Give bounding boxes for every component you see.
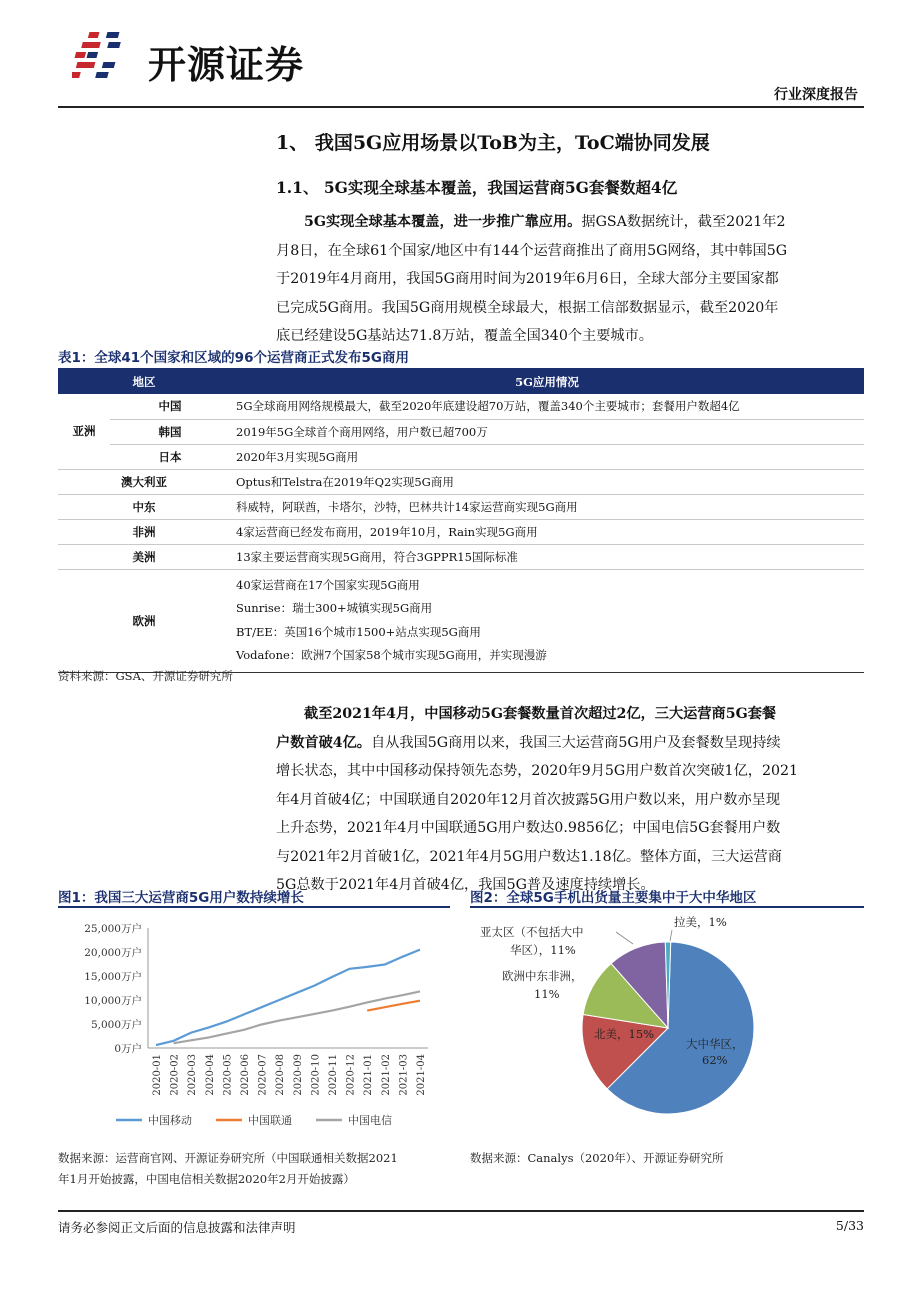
table-row <box>58 419 864 444</box>
pie-label: 北美，15% <box>594 1027 655 1041</box>
info-cell: 5G全球商用网络规模最大，截至2020年底建设超70万站，覆盖340个主要城市；套餐用户数超4亿 <box>230 394 864 419</box>
y-tick-label: 0万户 <box>114 1043 142 1055</box>
x-tick-label: 2021-03 <box>398 1054 410 1096</box>
pie-label: 华区），11% <box>510 943 576 957</box>
table-row <box>58 394 864 419</box>
subsection-title: 1.1、 5G实现全球基本覆盖，我国运营商5G套餐数超4亿 <box>276 178 678 197</box>
table-row <box>58 494 864 519</box>
x-tick-label: 2021-02 <box>380 1054 392 1096</box>
x-tick-label: 2020-01 <box>152 1054 163 1096</box>
table-caption: 表1：全球41个国家和区域的96个运营商正式发布5G商用 <box>58 350 409 366</box>
x-tick-label: 2020-02 <box>169 1054 181 1096</box>
pie-label: 大中华区， <box>686 1037 744 1051</box>
table-row <box>58 544 864 569</box>
x-tick-label: 2020-07 <box>257 1054 269 1096</box>
info-cell: 13家主要运营商实现5G商用，符合3GPPR15国际标准 <box>230 544 864 569</box>
y-tick-label: 5,000万户 <box>90 1019 142 1031</box>
paragraph-1-lead: 5G实现全球基本覆盖，进一步推广靠应用。 <box>304 214 582 230</box>
fig2-rule <box>470 906 864 908</box>
x-tick-label: 2021-04 <box>416 1054 427 1096</box>
footer-disclaimer: 请务必参阅正文后面的信息披露和法律声明 <box>58 1220 296 1235</box>
y-tick-label: 20,000万户 <box>84 947 142 959</box>
brand-name: 开源证券 <box>148 43 305 87</box>
report-type: 行业深度报告 <box>774 87 858 103</box>
pie-chart <box>470 910 864 1140</box>
region-cell: 非洲 <box>58 519 230 544</box>
info-cell: 科威特，阿联酋，卡塔尔，沙特，巴林共计14家运营商实现5G商用 <box>230 494 864 519</box>
table-row <box>58 519 864 544</box>
info-cell: Optus和Telstra在2019年Q2实现5G商用 <box>230 469 864 494</box>
y-tick-label: 25,000万户 <box>84 923 142 935</box>
table-row <box>58 444 864 469</box>
fig2-source: 数据来源：Canalys（2020年）、开源证券研究所 <box>470 1151 724 1165</box>
header-info: 5G应用情况 <box>230 370 864 394</box>
x-tick-label: 2020-05 <box>222 1054 234 1096</box>
country-cell: 中国 <box>110 394 230 419</box>
x-tick-label: 2020-11 <box>328 1054 339 1096</box>
table-header-row <box>58 370 864 394</box>
region-cell: 亚洲 <box>58 394 110 469</box>
legend-label: 中国电信 <box>348 1114 392 1127</box>
region-cell: 澳大利亚 <box>58 469 230 494</box>
page-number: 5/33 <box>835 1218 864 1233</box>
x-tick-label: 2020-06 <box>240 1054 251 1096</box>
pie-label: 62% <box>702 1053 728 1067</box>
info-cell: 40家运营商在17个国家实现5G商用 Sunrise：瑞士300+城镇实现5G商用 BT/EE：英国16个城市1500+站点实现5G商用 Vodafone：欧洲7个国家58个城市实现5G商用，并实现漫游 <box>230 569 864 672</box>
x-tick-label: 2021-01 <box>363 1054 375 1096</box>
paragraph-2: 截至2021年4月，中国移动5G套餐数量首次超过2亿，三大运营商5G套餐 户数首破4亿。自从我国5G商用以来，我国三大运营商5G用户及套餐数呈现持续 增长状态，其中中国移动保持领先态势，2020年9月5G用户数首次突破1亿，2021 年4月首破4亿；中国联通自2020年12月首次披露5G用户数以来，用户数亦呈现 上升态势，2021年4月中国联通5G用户数达0.9856亿；中国电信5G套餐用户数 与2021年2月首破1亿，2021年4月5G用户数达1.18亿。整体方面，三大运营商 5G总数于2021年4月首破4亿，我国5G普及速度持续增长。 <box>276 706 799 893</box>
country-cell: 韩国 <box>110 419 230 444</box>
line-chart <box>58 910 450 1140</box>
fig1-source: 数据来源：运营商官网、开源证券研究所（中国联通相关数据2021 年1月开始披露，中国电信相关数据2020年2月开始披露） <box>58 1151 398 1186</box>
logo <box>72 30 142 82</box>
legend-label: 中国联通 <box>248 1114 292 1127</box>
paragraph-1: 5G实现全球基本覆盖，进一步推广靠应用。据GSA数据统计，截至2021年2 月8日，在全球61个国家/地区中有144个运营商推出了商用5G网络，其中韩国5G 于2019年4月商用，我国5G商用时间为2019年6月6日，全球大部分主要国家都 已完成5G商用。我国5G商用规模全球最大，根据工信部数据显示，截至2020年 底已经建设5G基站达71.8万站，覆盖全国340个主要城市。 <box>276 214 788 344</box>
region-cell: 美洲 <box>58 544 230 569</box>
x-tick-label: 2020-08 <box>275 1054 287 1096</box>
series-line-1 <box>367 1001 420 1011</box>
fig2-caption: 图2：全球5G手机出货量主要集中于大中华地区 <box>470 890 757 906</box>
x-tick-label: 2020-12 <box>345 1054 357 1096</box>
x-tick-label: 2020-09 <box>292 1054 304 1096</box>
pie-label: 拉美，1% <box>674 915 727 929</box>
fig1-caption: 图1：我国三大运营商5G用户数持续增长 <box>58 890 304 906</box>
info-cell: 4家运营商已经发布商用，2019年10月，Rain实现5G商用 <box>230 519 864 544</box>
table-row <box>58 569 864 672</box>
pie-leader-line <box>616 932 633 944</box>
country-cell: 日本 <box>110 444 230 469</box>
y-tick-label: 10,000万户 <box>84 995 142 1007</box>
table-source: 资料来源：GSA、开源证券研究所 <box>58 669 233 683</box>
pie-label: 11% <box>534 987 560 1001</box>
footer-rule <box>58 1210 864 1212</box>
header-rule <box>58 106 864 108</box>
header-region: 地区 <box>58 370 230 394</box>
x-tick-label: 2020-03 <box>187 1054 199 1096</box>
region-cell: 欧洲 <box>58 569 230 672</box>
x-tick-label: 2020-10 <box>310 1054 322 1096</box>
info-cell: 2020年3月实现5G商用 <box>230 444 864 469</box>
fig1-rule <box>58 906 450 908</box>
info-cell: 2019年5G全球首个商用网络，用户数已超700万 <box>230 419 864 444</box>
operators-table <box>58 370 864 673</box>
logo-mark-icon <box>72 30 142 82</box>
legend-label: 中国移动 <box>148 1114 192 1127</box>
section-title: 1、 我国5G应用场景以ToB为主，ToC端协同发展 <box>276 132 710 154</box>
series-line-0 <box>156 950 420 1046</box>
y-tick-label: 15,000万户 <box>84 971 142 983</box>
series-line-2 <box>174 991 420 1043</box>
pie-label: 亚太区（不包括大中 <box>480 925 584 939</box>
pie-leader-line <box>670 930 672 941</box>
pie-label: 欧洲中东非洲， <box>502 969 583 983</box>
x-tick-label: 2020-04 <box>204 1054 216 1096</box>
region-cell: 中东 <box>58 494 230 519</box>
table-row <box>58 469 864 494</box>
